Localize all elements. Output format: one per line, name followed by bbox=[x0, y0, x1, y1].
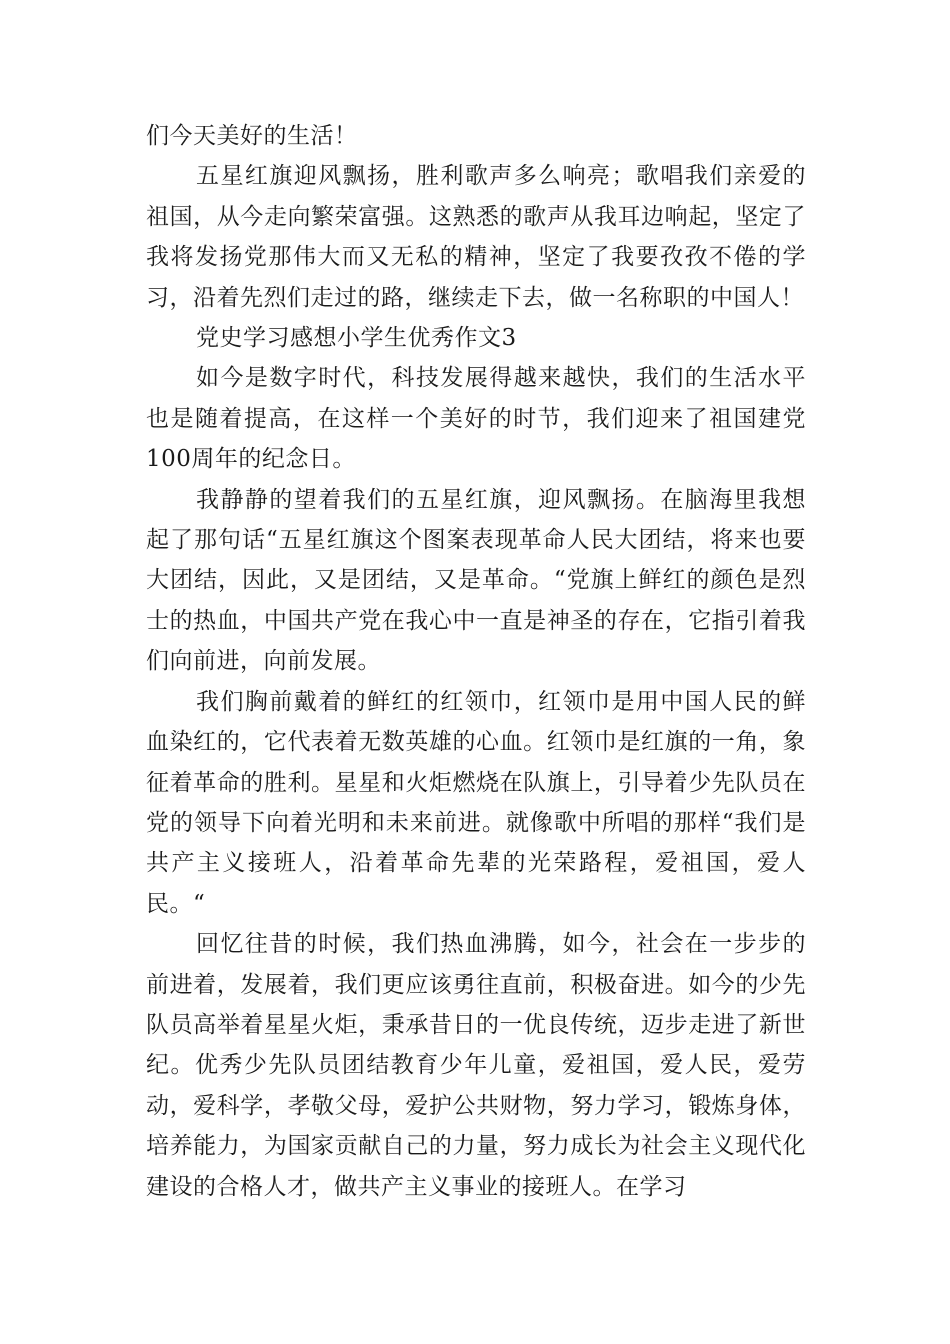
document-body bbox=[146, 116, 806, 1207]
paragraph-6: 回忆往昔的时候，我们热血沸腾，如今，社会在一步步的前进着，发展着，我们更应该勇往直前，积极奋进。如今的少先队员高举着星星火炬，秉承昔日的一优良传统，迈步走进了新世纪。优秀少先队员团结教育少年儿童，爱祖国，爱人民，爱劳动，爱科学，孝敬父母，爱护公共财物，努力学习，锻炼身体，培养能力，为国家贡献自己的力量，努力成长为社会主义现代化建设的合格人才，做共产主义事业的接班人。在学习 bbox=[146, 931, 806, 1200]
paragraph-1: 们今天美好的生活！ bbox=[146, 123, 358, 149]
paragraph-4: 我静静的望着我们的五星红旗，迎风飘扬。在脑海里我想起了那句话“五星红旗这个图案表现革命人民大团结，将来也要大团结，因此，又是团结，又是革命。“党旗上鲜红的颜色是烈士的热血，中国共产党在我心中一直是神圣的存在，它指引着我们向前进，向前发展。 bbox=[146, 486, 806, 675]
paragraph-3: 如今是数字时代，科技发展得越来越快，我们的生活水平也是随着提高，在这样一个美好的时节，我们迎来了祖国建党100周年的纪念日。 bbox=[146, 365, 806, 473]
paragraph-5: 我们胸前戴着的鲜红的红领巾，红领巾是用中国人民的鲜血染红的，它代表着无数英雄的心血。红领巾是红旗的一角，象征着革命的胜利。星星和火炬燃烧在队旗上，引导着少先队员在党的领导下向着光明和未来前进。就像歌中所唱的那样“我们是共产主义接班人，沿着革命先辈的光荣路程，爱祖国，爱人民。“ bbox=[146, 688, 806, 917]
paragraph-2: 五星红旗迎风飘扬，胜利歌声多么响亮；歌唱我们亲爱的祖国，从今走向繁荣富强。这熟悉的歌声从我耳边响起，坚定了我将发扬党那伟大而又无私的精神，坚定了我要孜孜不倦的学习，沿着先烈们走过的路，继续走下去，做一名称职的中国人！ bbox=[146, 163, 806, 311]
section-heading: 党史学习感想小学生优秀作文3 bbox=[196, 325, 517, 352]
